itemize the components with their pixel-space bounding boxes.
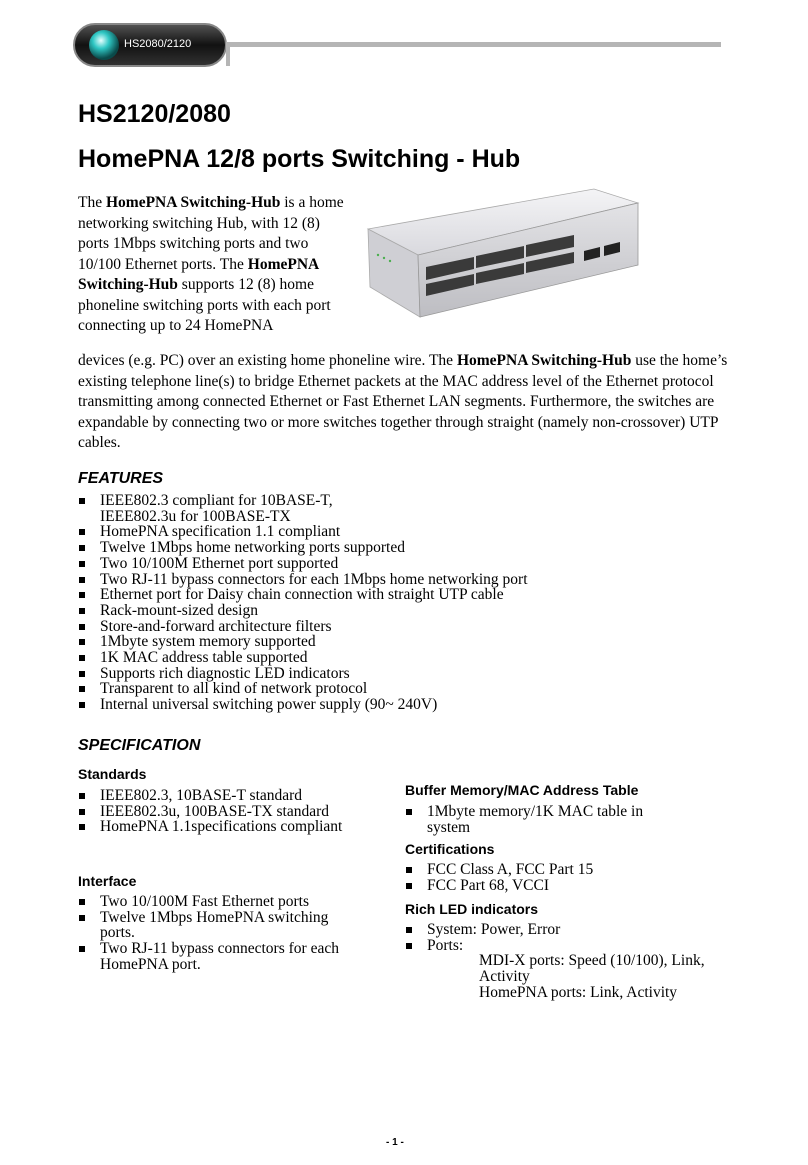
list-item: Twelve 1Mbps home networking ports supported	[78, 540, 678, 556]
list-item: 1Mbyte system memory supported	[78, 634, 678, 650]
page-number: - 1 -	[386, 1137, 404, 1148]
list-item: HomePNA 1.1specifications compliant	[78, 819, 348, 835]
list-item: Two RJ-11 bypass connectors for each HomePNA port.	[78, 941, 348, 972]
standards-list	[78, 788, 348, 835]
led-indicators-list	[405, 922, 705, 1001]
buffer-memory-list	[405, 804, 675, 835]
list-item: IEEE802.3u, 100BASE-TX standard	[78, 804, 348, 820]
buffer-memory-heading: Buffer Memory/MAC Address Table	[405, 782, 639, 798]
list-item: Internal universal switching power supply (90~ 240V)	[78, 697, 678, 713]
switch-hub-product-image	[362, 185, 642, 325]
list-item: IEEE802.3, 10BASE-T standard	[78, 788, 348, 804]
homepna-ports-line: HomePNA ports: Link, Activity	[479, 983, 678, 1001]
header-rule	[226, 42, 721, 47]
list-item: 1Mbyte memory/1K MAC table in system	[405, 804, 675, 835]
list-item: 1K MAC address table supported	[78, 650, 678, 666]
specification-heading: SPECIFICATION	[78, 737, 201, 754]
intro-paragraph-top: The HomePNA Switching-Hub is a home networking switching Hub, with 12 (8) ports 1Mbps switching ports and two 10/100 Ethernet ports. The HomePNA Switching-Hub supports 12 (8) home phoneline switching ports with each port connecting up to 24 HomePNA	[78, 194, 344, 334]
certifications-list	[405, 862, 675, 893]
intro-paragraph-bottom: devices (e.g. PC) over an existing home phoneline wire. The HomePNA Switching-Hub use the home’s existing telephone line(s) to bridge Ethernet packets at the MAC address level of the Ethernet protocol transmitting among connected Ethernet or Fast Ethernet LAN segments. Furthermore, the switches are expandable by connecting two or more switches together through straight (namely non-crossover) UTP cables.	[78, 352, 728, 451]
list-item: Two RJ-11 bypass connectors for each 1Mbps home networking port	[78, 572, 678, 588]
list-item: Store-and-forward architecture filters	[78, 619, 678, 635]
list-item: Transparent to all kind of network protocol	[78, 681, 678, 697]
mdix-ports-line: MDI-X ports: Speed (10/100), Link, Activity	[479, 952, 705, 986]
list-item: HomePNA specification 1.1 compliant	[78, 524, 678, 540]
list-item: FCC Part 68, VCCI	[405, 878, 675, 894]
list-item: Rack-mount-sized design	[78, 603, 678, 619]
list-item: Supports rich diagnostic LED indicators	[78, 666, 678, 682]
standards-heading: Standards	[78, 766, 147, 782]
product-subtitle: HomePNA 12/8 ports Switching - Hub	[78, 145, 521, 173]
interface-heading: Interface	[78, 873, 137, 889]
features-list	[78, 493, 678, 713]
badge-label: HS2080/2120	[124, 38, 192, 50]
model-title: HS2120/2080	[78, 100, 231, 128]
list-item: Ports: MDI-X ports: Speed (10/100), Link, Activity HomePNA ports: Link, Activity	[405, 938, 705, 1001]
led-indicators-heading: Rich LED indicators	[405, 901, 539, 917]
list-item: Two 10/100M Fast Ethernet ports	[78, 894, 348, 910]
certifications-heading: Certifications	[405, 841, 495, 857]
list-item: Two 10/100M Ethernet port supported	[78, 556, 678, 572]
list-item: IEEE802.3 compliant for 10BASE-T, IEEE802.3u for 100BASE-TX	[78, 493, 678, 524]
features-heading: FEATURES	[78, 470, 164, 487]
header-rule-corner	[226, 42, 230, 66]
interface-list	[78, 894, 348, 973]
list-item: FCC Class A, FCC Part 15	[405, 862, 675, 878]
list-item: Twelve 1Mbps HomePNA switching ports.	[78, 910, 348, 941]
list-item: Ethernet port for Daisy chain connection with straight UTP cable	[78, 587, 678, 603]
list-item: System: Power, Error	[405, 922, 705, 938]
